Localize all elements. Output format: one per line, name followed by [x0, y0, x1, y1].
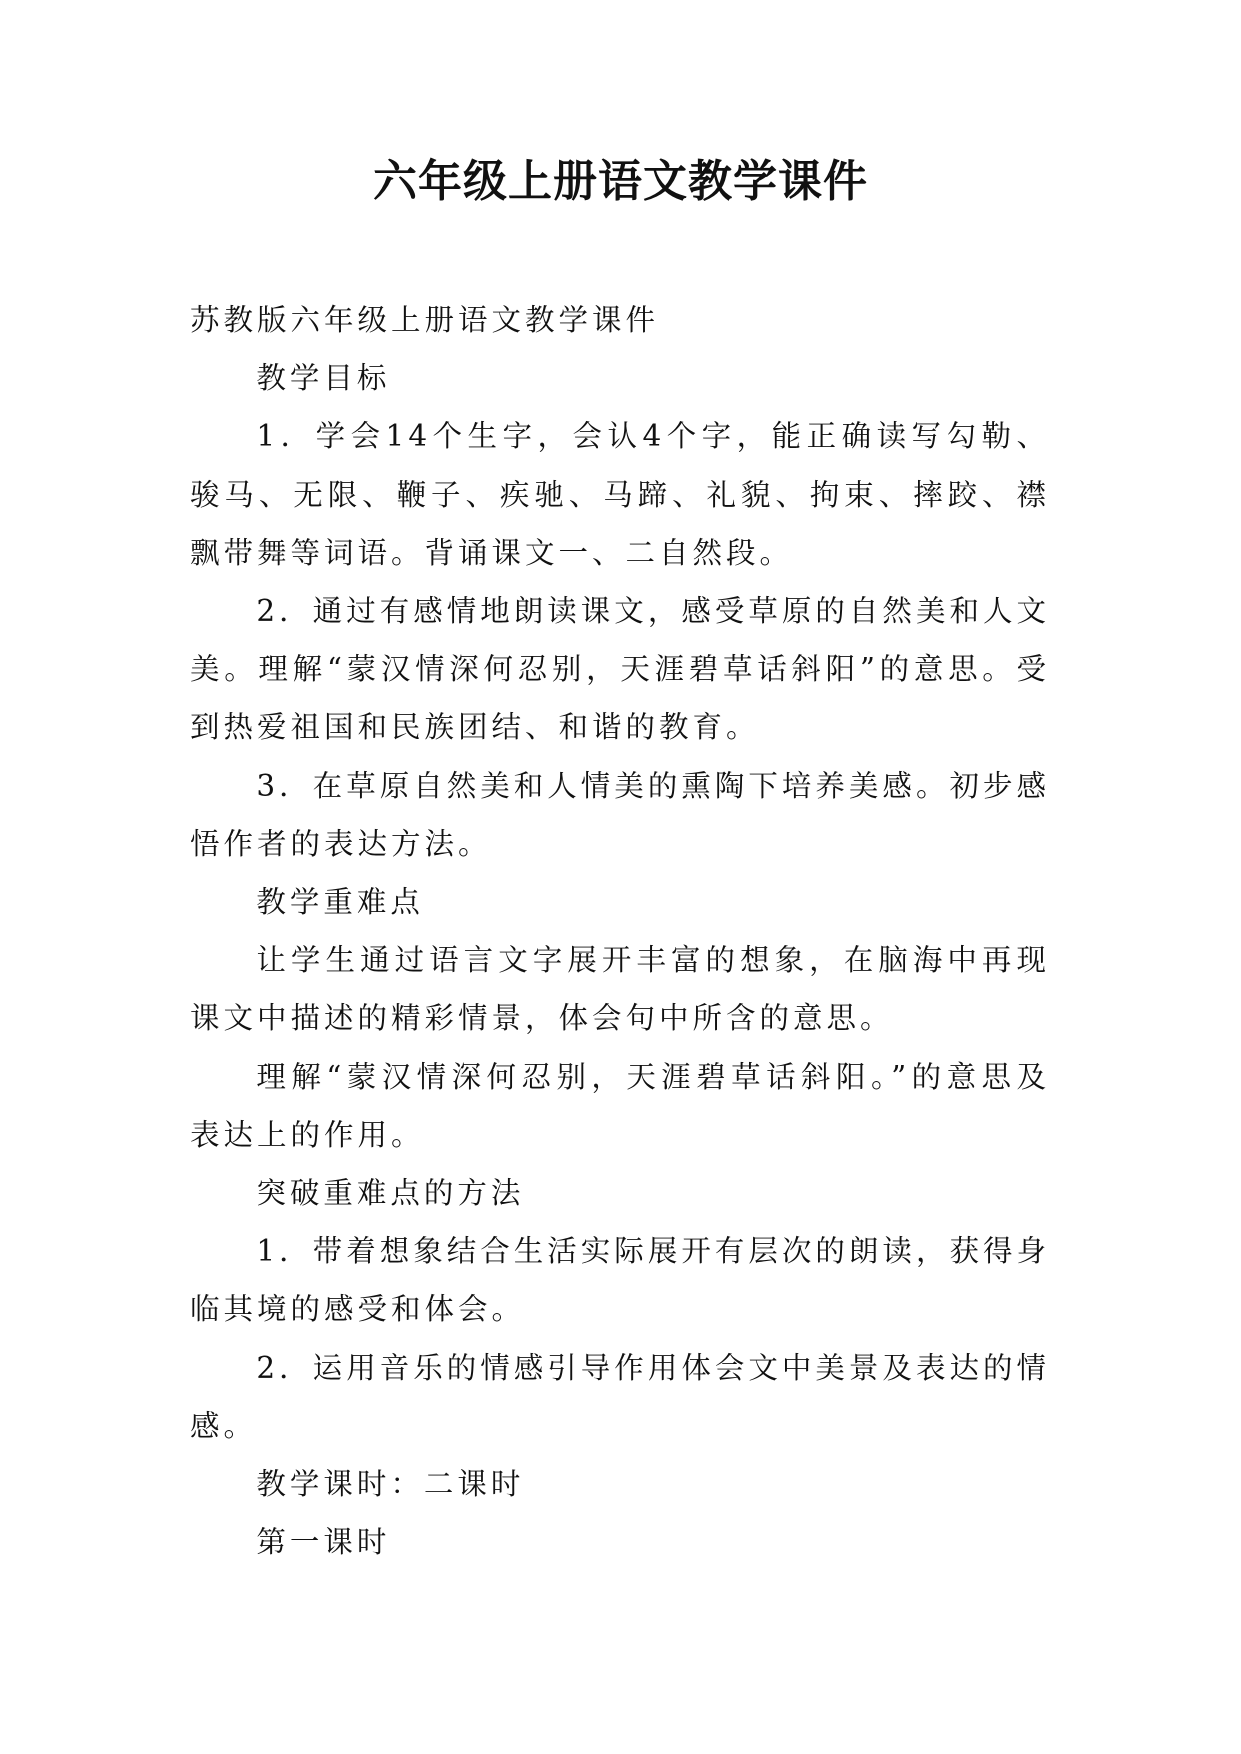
key-point-1: 让学生通过语言文字展开丰富的想象，在脑海中再现课文中描述的精彩情景，体会句中所含的意思。 [190, 943, 1050, 1036]
document-title: 六年级上册语文教学课件 [373, 156, 868, 207]
section-heading-key-points: 教学重难点 [256, 885, 424, 920]
section-heading-methods: 突破重难点的方法 [256, 1176, 525, 1211]
section-heading-objectives: 教学目标 [256, 361, 391, 396]
method-item-2: 2．运用音乐的情感引导作用体会文中美景及表达的情感。 [190, 1350, 1050, 1443]
document-body [190, 291, 1050, 1571]
subtitle-line: 苏教版六年级上册语文教学课件 [190, 303, 660, 337]
objective-item-1: 1．学会14个生字，会认4个字，能正确读写勾勒、骏马、无限、鞭子、疾驰、马蹄、礼貌、拘束、摔跤、襟飘带舞等词语。背诵课文一、二自然段。 [190, 419, 1050, 570]
objective-item-2: 2．通过有感情地朗读课文，感受草原的自然美和人文美。理解“蒙汉情深何忍别，天涯碧草话斜阳”的意思。受到热爱祖国和民族团结、和谐的教育。 [190, 594, 1050, 745]
lesson-one-heading: 第一课时 [256, 1525, 391, 1560]
method-item-1: 1．带着想象结合生活实际展开有层次的朗读，获得身临其境的感受和体会。 [190, 1234, 1050, 1327]
class-hours: 教学课时：二课时 [256, 1467, 525, 1502]
objective-item-3: 3．在草原自然美和人情美的熏陶下培养美感。初步感悟作者的表达方法。 [190, 768, 1050, 861]
key-point-2: 理解“蒙汉情深何忍别，天涯碧草话斜阳。”的意思及表达上的作用。 [190, 1059, 1050, 1152]
